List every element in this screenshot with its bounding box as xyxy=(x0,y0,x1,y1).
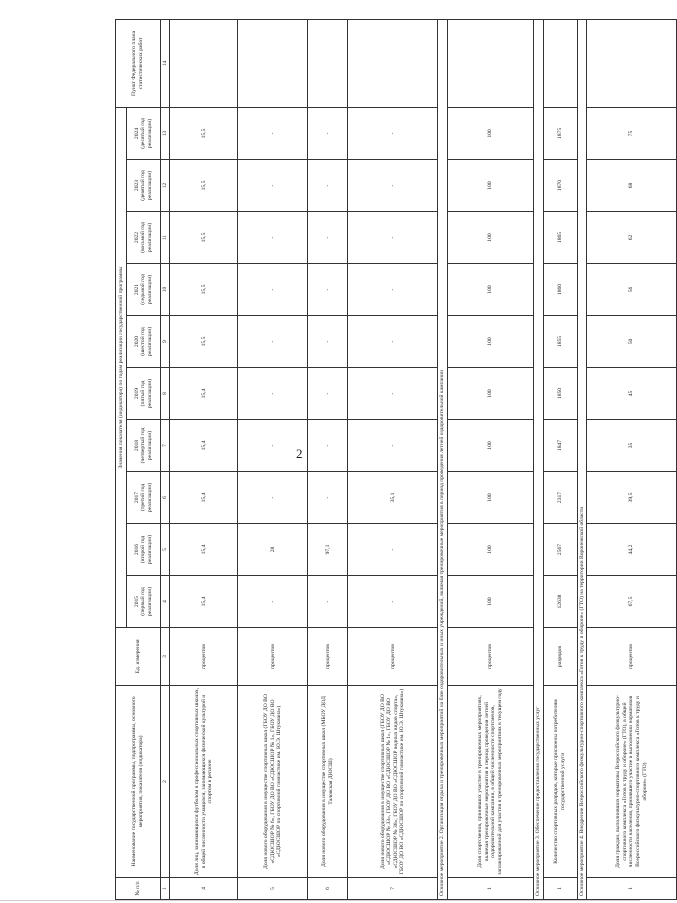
header-year-note: (пятый год реализации) xyxy=(140,378,153,409)
header-year-note: (девятый год реализации) xyxy=(140,170,153,201)
header-year-value: 2017 xyxy=(133,491,140,504)
header-year-note: (седьмой год реализации) xyxy=(140,274,153,305)
column-number-cell: 2 xyxy=(161,686,170,878)
header-year-2018 xyxy=(127,420,161,472)
federal-plan-cell xyxy=(308,19,348,107)
value-cell: - xyxy=(348,576,438,628)
unit-cell: процентов xyxy=(348,628,438,686)
header-year-value: 2023 xyxy=(133,179,140,192)
value-cell: - xyxy=(308,472,348,524)
value-cell: 15,5 xyxy=(170,107,238,159)
indicator-name: Доля нового оборудования в имуществе спортивных школ (ГБОУ ДО ВО «СДЮСШОР № 6», ГБОУ ДО ВО «СДЮСШОР № 1», ГБОУ ДО ВО «СДЮСШОР по спортивной гимнастике им. Ю.Э. Штукмана») xyxy=(238,686,308,878)
value-cell: 15,4 xyxy=(170,420,238,472)
federal-plan-cell xyxy=(170,19,238,107)
column-number-cell: 4 xyxy=(161,576,170,628)
value-cell: 100 xyxy=(447,368,533,420)
value-cell: 100 xyxy=(447,316,533,368)
value-cell: 39,5 xyxy=(587,472,677,524)
value-cell: 15,4 xyxy=(170,368,238,420)
federal-plan-cell xyxy=(447,19,533,107)
value-cell: - xyxy=(238,160,308,212)
column-number-cell: 3 xyxy=(161,628,170,686)
header-year-2024 xyxy=(127,107,161,159)
header-year-value: 2019 xyxy=(133,387,140,400)
column-number-cell: 10 xyxy=(161,264,170,316)
indicator-table-sheet xyxy=(115,20,648,900)
header-year-2021 xyxy=(127,264,161,316)
unit-cell: процентов xyxy=(238,628,308,686)
value-cell: 100 xyxy=(447,420,533,472)
value-cell: - xyxy=(348,524,438,576)
header-year-value: 2022 xyxy=(133,231,140,244)
value-cell: - xyxy=(238,420,308,472)
column-number-cell: 7 xyxy=(161,420,170,472)
row-number: 7 xyxy=(348,878,438,900)
value-cell: 1875 xyxy=(543,107,577,159)
column-number-cell: 11 xyxy=(161,212,170,264)
header-year-2019 xyxy=(127,368,161,420)
indicator-name: Доля лиц, занимающихся футболом в профессиональных спортивных школах, в общей численности учащихся, занимающихся физической культурой и спортом в регионе xyxy=(170,686,238,878)
value-cell: 100 xyxy=(447,472,533,524)
table-row xyxy=(308,19,348,899)
value-cell: 12638 xyxy=(543,576,577,628)
section-row xyxy=(438,19,448,899)
column-number-cell: 5 xyxy=(161,524,170,576)
value-cell: 100 xyxy=(447,524,533,576)
value-cell: - xyxy=(308,212,348,264)
indicator-name: Доля нового оборудования в имуществе спортивных школ (МБОУ ДОД Таловская ДЮСШ) xyxy=(308,686,348,878)
value-cell: - xyxy=(238,316,308,368)
column-number-cell: 12 xyxy=(161,160,170,212)
header-year-note: (третий год реализации) xyxy=(140,482,153,513)
federal-plan-cell xyxy=(543,19,577,107)
unit-cell: процентов xyxy=(308,628,348,686)
header-year-2023 xyxy=(127,160,161,212)
page-number: 2 xyxy=(296,446,303,461)
table-row xyxy=(170,19,238,899)
value-cell: - xyxy=(348,420,438,472)
column-number-cell: 14 xyxy=(161,19,170,107)
header-year-2017 xyxy=(127,472,161,524)
header-year-note: (четвертый год реализации) xyxy=(140,427,153,464)
column-number-cell: 6 xyxy=(161,472,170,524)
value-cell: - xyxy=(348,316,438,368)
value-cell: - xyxy=(348,212,438,264)
header-year-2022 xyxy=(127,212,161,264)
value-cell: - xyxy=(348,160,438,212)
table-row xyxy=(587,19,677,899)
header-year-value: 2024 xyxy=(133,127,140,140)
federal-plan-cell xyxy=(238,19,308,107)
value-cell: 100 xyxy=(447,576,533,628)
unit-cell: процентов xyxy=(170,628,238,686)
header-year-note: (шестой год реализации) xyxy=(140,326,153,357)
value-cell: - xyxy=(348,264,438,316)
value-cell: - xyxy=(238,472,308,524)
value-cell: 2567 xyxy=(543,524,577,576)
section-row xyxy=(533,19,543,899)
table-row xyxy=(543,19,577,899)
value-cell: - xyxy=(308,368,348,420)
unit-cell: разрядов xyxy=(543,628,577,686)
header-year-value: 2016 xyxy=(133,543,140,556)
value-cell: 35,1 xyxy=(348,472,438,524)
row-number: 1 xyxy=(543,878,577,900)
row-number: 6 xyxy=(308,878,348,900)
federal-plan-cell xyxy=(587,19,677,107)
header-year-2015 xyxy=(127,576,161,628)
indicator-name: Количество спортивных разрядов, которые присвоены потребителям государственной услуги xyxy=(543,686,577,878)
value-cell: 15,5 xyxy=(170,160,238,212)
value-cell: 1850 xyxy=(543,368,577,420)
value-cell: 68 xyxy=(587,160,677,212)
federal-plan-cell xyxy=(348,19,438,107)
indicator-name: Доля граждан, выполнивших нормативы Всероссийского физкультурно-спортивного комплекса «Готов к труду и обороне» (ГТО), в общей численности населения, принявшего участие в выполнении нормативов Всероссийского физкультурно-спортивного комплекса «Готов к труду и обороне» (ГТО) xyxy=(587,686,677,878)
row-number: 1 xyxy=(587,878,677,900)
value-cell: - xyxy=(238,576,308,628)
value-cell: - xyxy=(308,107,348,159)
value-cell: 100 xyxy=(447,212,533,264)
indicator-name: Доля спортсменов, принявших участие в тренировочных мероприятиях, включая тренировочные мероприятия в период проведения летней оздоровительной кампании, в общей численности спортсменов, запланированной для участия в тренировочных мероприятиях в текущем году xyxy=(447,686,533,878)
header-num: № п/п xyxy=(116,878,161,900)
header-year-note: (восьмой год реализации) xyxy=(140,222,153,253)
value-cell: 100 xyxy=(447,107,533,159)
header-year-2016 xyxy=(127,524,161,576)
value-cell: 1860 xyxy=(543,264,577,316)
section-label: Основное мероприятие 4. Внедрение Всероссийского физкультурно-спортивного комплекса «Готов к труду и обороне» (ГТО) на территории Воронежской области xyxy=(577,19,587,899)
header-name: Наименование государственной программы, подпрограммы, основного мероприятия, показателя (индикатора) xyxy=(116,686,161,878)
value-cell: 28 xyxy=(238,524,308,576)
value-cell: - xyxy=(308,264,348,316)
value-cell: 100 xyxy=(447,160,533,212)
value-cell: 45 xyxy=(587,368,677,420)
table-row xyxy=(348,19,438,899)
value-cell: - xyxy=(238,107,308,159)
header-unit: Ед. измерения xyxy=(116,628,161,686)
header-federal-plan: Пункт Федерального плана статистических работ xyxy=(116,19,161,107)
value-cell: - xyxy=(238,368,308,420)
indicator-table xyxy=(115,19,677,900)
value-cell: 44,2 xyxy=(587,524,677,576)
header-year-value: 2018 xyxy=(133,439,140,452)
value-cell: 50 xyxy=(587,316,677,368)
column-number-cell: 13 xyxy=(161,107,170,159)
row-number: 1 xyxy=(447,878,533,900)
header-year-note: (десятый год реализации) xyxy=(140,118,153,149)
value-cell: 1855 xyxy=(543,316,577,368)
column-number-cell: 9 xyxy=(161,316,170,368)
row-number: 4 xyxy=(170,878,238,900)
value-cell: 15,4 xyxy=(170,472,238,524)
header-year-2020 xyxy=(127,316,161,368)
section-label: Основное мероприятие 3. Обеспечение предоставления государственных услуг xyxy=(533,19,543,899)
header-year-value: 2020 xyxy=(133,335,140,348)
value-cell: 100 xyxy=(447,264,533,316)
value-cell: 15,5 xyxy=(170,212,238,264)
value-cell: 15,4 xyxy=(170,576,238,628)
value-cell: 35 xyxy=(587,420,677,472)
value-cell: 15,5 xyxy=(170,264,238,316)
table-row xyxy=(238,19,308,899)
header-values-group: Значения показателя (индикатора) по годам реализации государственной программы xyxy=(116,107,127,627)
value-cell: 15,4 xyxy=(170,524,238,576)
indicator-name: Доля нового оборудования в имуществе спортивных школ (ГБОУ ДО ВО «СДЮСШОР № 33», ГБОУ ДО ВО «СДЮСШОР № 1», ГБОУ ДО ВО «СДЮСШОР № 38», ГБОУ ДО ВО «СДЮСШОР водных видов спорта», ГБОУ ДО ВО «СДЮСШОР по спортивной гимнастике им. Ю.Э. Штукмана») xyxy=(348,686,438,878)
unit-cell: процентов xyxy=(447,628,533,686)
row-number: 5 xyxy=(238,878,308,900)
header-year-value: 2015 xyxy=(133,595,140,608)
value-cell: - xyxy=(348,368,438,420)
section-row xyxy=(577,19,587,899)
unit-cell: процентов xyxy=(587,628,677,686)
scan-edge xyxy=(0,900,640,901)
value-cell: - xyxy=(308,576,348,628)
header-year-note: (первый год реализации) xyxy=(140,586,153,617)
value-cell: 97,1 xyxy=(308,524,348,576)
value-cell: 1865 xyxy=(543,212,577,264)
value-cell: - xyxy=(348,107,438,159)
value-cell: - xyxy=(238,212,308,264)
value-cell: 1847 xyxy=(543,420,577,472)
value-cell: - xyxy=(308,316,348,368)
header-year-note: (второй год реализации) xyxy=(140,534,153,565)
value-cell: 2317 xyxy=(543,472,577,524)
value-cell: 56 xyxy=(587,264,677,316)
value-cell: 62 xyxy=(587,212,677,264)
header-year-value: 2021 xyxy=(133,283,140,296)
column-number-cell: 1 xyxy=(161,878,170,900)
value-cell: - xyxy=(308,420,348,472)
value-cell: 67,5 xyxy=(587,576,677,628)
table-row xyxy=(447,19,533,899)
value-cell: - xyxy=(308,160,348,212)
value-cell: 75 xyxy=(587,107,677,159)
column-number-cell: 8 xyxy=(161,368,170,420)
value-cell: 15,5 xyxy=(170,316,238,368)
section-label: Основное мероприятие 2. Организация отдыха и тренировочных мероприятий на базе оздоровительных и иных учреждений, включая тренировочные мероприятия в период проведения летней оздоровительной кампании xyxy=(438,19,448,899)
value-cell: - xyxy=(238,264,308,316)
value-cell: 1870 xyxy=(543,160,577,212)
